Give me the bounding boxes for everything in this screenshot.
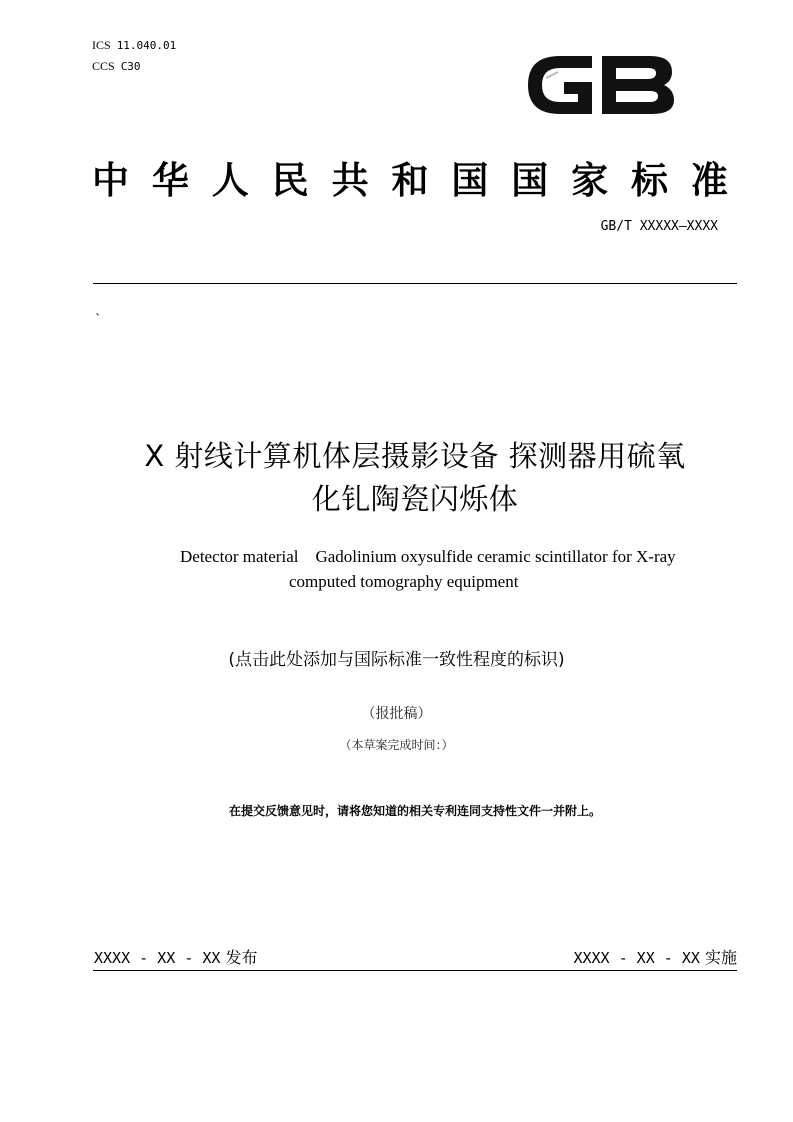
draft-stage: （报批稿） — [361, 706, 432, 722]
publish-date-value: XXXX - XX - XX — [94, 949, 221, 967]
english-title-line-2: computed tomography equipment — [289, 572, 519, 591]
publish-date — [94, 945, 258, 968]
ccs-value: C30 — [120, 60, 141, 73]
patent-notice: 在提交反馈意见时，请将您知道的相关专利连同支持性文件一并附上。 — [228, 804, 601, 818]
publish-label: 发布 — [225, 948, 258, 967]
title-char: 准 — [690, 158, 728, 202]
implement-date — [573, 945, 737, 968]
draft-completion-time: （本草案完成时间：） — [339, 738, 454, 752]
ccs-code — [92, 59, 141, 74]
standard-number: GB/T XXXXX—XXXX — [600, 219, 718, 234]
title-char: 共 — [331, 158, 369, 202]
title-char: 国 — [451, 158, 489, 202]
chinese-title-line-2: 化钆陶瓷闪烁体 — [311, 482, 519, 516]
title-char: 家 — [571, 158, 609, 202]
conformity-identifier[interactable]: (点击此处添加与国际标准一致性程度的标识) — [228, 650, 565, 670]
stray-mark: ` — [95, 312, 101, 326]
title-char: 中 — [92, 158, 129, 202]
footer-divider — [93, 970, 737, 971]
national-standard-title — [92, 150, 728, 204]
ics-value: 11.040.01 — [116, 39, 177, 52]
title-char: 标 — [631, 158, 669, 202]
title-char: 华 — [151, 158, 189, 202]
gb-logo — [522, 48, 678, 122]
ics-code — [92, 38, 176, 53]
title-char: 民 — [271, 158, 309, 202]
title-char: 人 — [211, 158, 249, 202]
ccs-label: CCS — [92, 59, 115, 73]
ics-label: ICS — [92, 38, 111, 52]
chinese-title-line-1: X 射线计算机体层摄影设备 探测器用硫氧 — [144, 439, 686, 473]
title-char: 和 — [391, 158, 429, 202]
implement-date-value: XXXX - XX - XX — [573, 949, 700, 967]
english-title-line-1: Detector material Gadolinium oxysulfide ceramic scintillator for X-ray — [180, 547, 676, 566]
title-char: 国 — [511, 158, 549, 202]
implement-label: 实施 — [704, 948, 737, 967]
header-divider — [93, 283, 737, 284]
